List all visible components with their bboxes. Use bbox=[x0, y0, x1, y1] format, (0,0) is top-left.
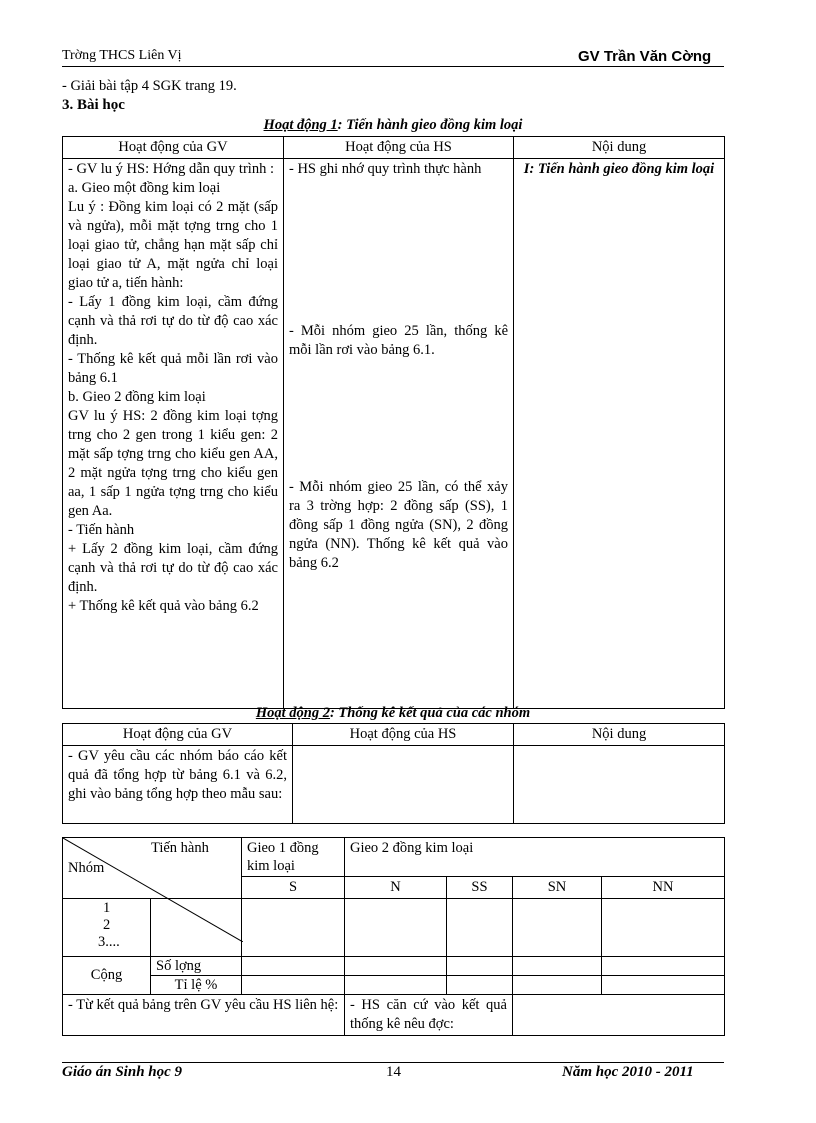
stats-corner-cell bbox=[63, 838, 242, 899]
so-luong-label: Số lợng bbox=[151, 957, 242, 976]
col-header-nn: NN bbox=[602, 877, 725, 899]
data-cell bbox=[242, 957, 345, 976]
page-number: 14 bbox=[386, 1064, 401, 1080]
gv-step: - Tiến hành bbox=[68, 522, 135, 538]
stats-table bbox=[62, 837, 725, 1036]
activity1-title bbox=[62, 117, 724, 134]
footer-subject: Giáo án Sinh học 9 bbox=[62, 1064, 183, 1080]
data-cell bbox=[345, 957, 447, 976]
data-cell bbox=[513, 899, 602, 957]
data-cell bbox=[513, 957, 602, 976]
gv-step: - Thống kê kết quả mỗi lần rơi vào bảng 6.1 bbox=[68, 351, 278, 386]
activity1-content-cell: I: Tiến hành gieo đồng kim loại bbox=[514, 159, 725, 709]
gv-step: - Lấy 1 đồng kim loại, cầm đứng cạnh và thả rơi tự do từ độ cao xác định. bbox=[68, 294, 278, 348]
data-cell bbox=[602, 976, 725, 995]
homework-line: - Giải bài tập 4 SGK trang 19. bbox=[62, 78, 237, 94]
hs-step: - HS ghi nhớ quy trình thực hành bbox=[289, 161, 482, 177]
hs-relation-note: - HS căn cứ vào kết quả thống kê nêu đợc: bbox=[345, 995, 513, 1036]
activity2-content-cell bbox=[514, 746, 725, 824]
gv-step: Lu ý : Đồng kim loại có 2 mặt (sấp và ngửa), mỗi mặt tợng trng cho 1 loại giao tử, chẳng hạn mặt sấp chỉ loại giao tử A, mặt ngửa chỉ loại giao tử a, tiến hành: bbox=[68, 199, 278, 291]
activity1-title-text: : Tiến hành gieo đồng kim loại bbox=[337, 117, 523, 133]
activity2-header-hs: Hoạt động của HS bbox=[293, 724, 514, 746]
gv-step: - GV lu ý HS: Hớng dẫn quy trình : bbox=[68, 161, 274, 177]
total-label: Cộng bbox=[63, 957, 151, 995]
data-cell bbox=[345, 976, 447, 995]
group-label: 3.... bbox=[98, 934, 120, 950]
data-cell bbox=[513, 976, 602, 995]
group-label: 2 bbox=[103, 917, 111, 933]
gv-step: + Thống kê kết quả vào bảng 6.2 bbox=[68, 598, 259, 614]
data-cell bbox=[242, 976, 345, 995]
gv-step: a. Gieo một đồng kim loại bbox=[68, 180, 221, 196]
gv-step: b. Gieo 2 đồng kim loại bbox=[68, 389, 206, 405]
gieo2-header: Gieo 2 đồng kim loại bbox=[345, 838, 725, 877]
relation-content-cell bbox=[513, 995, 725, 1036]
data-cell bbox=[602, 957, 725, 976]
data-cell bbox=[345, 899, 447, 957]
data-cell bbox=[447, 899, 513, 957]
teacher-name: GV Trần Văn Cờng bbox=[578, 48, 712, 65]
activity2-gv-cell: - GV yêu cầu các nhóm báo cáo kết quả đã tổng hợp từ bảng 6.1 và 6.2, ghi vào bảng tổng hợp theo mẫu sau: bbox=[63, 746, 293, 824]
corner-top-label: Tiến hành bbox=[151, 840, 209, 856]
activity1-header-hs: Hoạt động của HS bbox=[284, 137, 514, 159]
hs-step: - Mỗi nhóm gieo 25 lần, có thể xảy ra 3 trờng hợp: 2 đồng sấp (SS), 1 đồng sấp 1 đồng ngửa (SN), 2 đồng ngửa (NN). Thống kê kết quả vào bảng 6.2 bbox=[289, 479, 508, 571]
data-cell bbox=[602, 899, 725, 957]
activity1-table bbox=[62, 136, 725, 709]
gv-relation-note: - Từ kết quả bảng trên GV yêu cầu HS liên hệ: bbox=[63, 995, 345, 1036]
activity1-label: Hoạt động 1 bbox=[263, 117, 338, 133]
activity2-title-text: : Thống kê kết quả của các nhóm bbox=[329, 705, 531, 721]
corner-bottom-label: Nhóm bbox=[68, 860, 105, 876]
activity2-header-content: Nội dung bbox=[514, 724, 725, 746]
activity1-header-content: Nội dung bbox=[514, 137, 725, 159]
group-label: 1 bbox=[103, 900, 111, 916]
data-cell bbox=[242, 899, 345, 957]
gieo1-header: Gieo 1 đồng kim loại bbox=[242, 838, 345, 877]
col-header-sn: SN bbox=[513, 877, 602, 899]
header-rule bbox=[62, 66, 724, 67]
hs-step: - Mỗi nhóm gieo 25 lần, thống kê mỗi lần rơi vào bảng 6.1. bbox=[289, 323, 508, 358]
footer-rule bbox=[62, 1062, 724, 1063]
data-cell bbox=[447, 957, 513, 976]
activity2-hs-cell bbox=[293, 746, 514, 824]
activity1-hs-cell bbox=[284, 159, 514, 709]
activity2-label: Hoạt động 2 bbox=[255, 705, 330, 721]
section-heading: 3. Bài học bbox=[62, 97, 125, 113]
col-header-n: N bbox=[345, 877, 447, 899]
ti-le-label: Tỉ lệ % bbox=[151, 976, 242, 995]
activity1-gv-cell bbox=[63, 159, 284, 709]
school-name: Trờng THCS Liên Vị bbox=[62, 48, 182, 63]
gv-step: + Lấy 2 đồng kim loại, cầm đứng cạnh và thả rơi tự do từ độ cao xác định. bbox=[68, 541, 278, 595]
col-header-ss: SS bbox=[447, 877, 513, 899]
gv-step: GV lu ý HS: 2 đồng kim loại tợng trng cho 2 gen trong 1 kiểu gen: 2 mặt sấp tợng trng cho kiểu gen AA, 2 mặt ngửa tợng trng cho kiểu gen aa, 1 sấp 1 ngửa tợng trng cho kiểu gen Aa. bbox=[68, 408, 278, 519]
col-header-s: S bbox=[242, 877, 345, 899]
activity1-header-gv: Hoạt động của GV bbox=[63, 137, 284, 159]
activity2-title bbox=[62, 705, 724, 722]
data-cell bbox=[447, 976, 513, 995]
activity2-table bbox=[62, 723, 725, 824]
activity2-header-gv: Hoạt động của GV bbox=[63, 724, 293, 746]
footer-school-year: Năm học 2010 - 2011 bbox=[562, 1064, 694, 1080]
